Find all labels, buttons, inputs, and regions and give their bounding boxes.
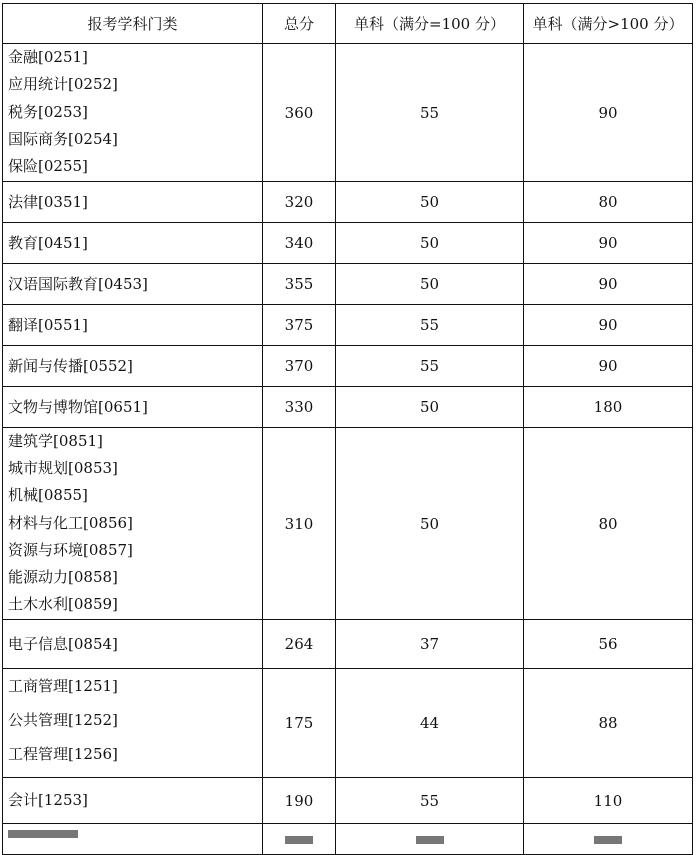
total-cell: 320: [263, 182, 336, 223]
table-row: [3, 778, 693, 824]
table-row: [3, 620, 693, 669]
subject-cell: [3, 669, 263, 778]
subject-cell: [3, 346, 263, 387]
table-row-cut-off: [3, 824, 693, 855]
table-row: [3, 182, 693, 223]
table-row: [3, 428, 693, 620]
total-cell: 190: [263, 778, 336, 824]
single-over-100-cell: 56: [524, 620, 693, 669]
single-100-cell: 55: [336, 346, 524, 387]
total-cell: 175: [263, 669, 336, 778]
subject-name: 会计[1253]: [8, 791, 88, 809]
single-over-100-cell: [524, 824, 693, 855]
subject-cell: [3, 182, 263, 223]
single-100-cell: 50: [336, 428, 524, 620]
single-over-100-cell: 90: [524, 264, 693, 305]
single-over-100-cell: 80: [524, 182, 693, 223]
subject-cell: [3, 620, 263, 669]
table-row: [3, 223, 693, 264]
subject-name: 国际商务[0254]: [8, 129, 118, 148]
subject-name: 机械[0855]: [8, 486, 88, 505]
single-over-100-cell: 90: [524, 305, 693, 346]
table-row: [3, 44, 693, 182]
total-cell: 310: [263, 428, 336, 620]
single-100-cell: 55: [336, 305, 524, 346]
subject-cell: [3, 264, 263, 305]
total-cell: 264: [263, 620, 336, 669]
subject-cell: [3, 428, 263, 620]
single-over-100-cell: 90: [524, 346, 693, 387]
header-single-100: 单科（满分=100 分）: [336, 4, 524, 44]
subject-name: 教育[0451]: [8, 234, 88, 252]
subject-cell: [3, 387, 263, 428]
single-100-cell: 44: [336, 669, 524, 778]
subject-cell: [3, 778, 263, 824]
subject-name: 电子信息[0854]: [8, 635, 118, 653]
cut-off-text: [8, 830, 78, 838]
single-over-100-cell: 80: [524, 428, 693, 620]
single-over-100-cell: 88: [524, 669, 693, 778]
subject-name: 工商管理[1251]: [8, 677, 118, 695]
subject-name: 金融[0251]: [8, 48, 88, 66]
subject-name: 应用统计[0252]: [8, 75, 118, 94]
total-cell: 330: [263, 387, 336, 428]
subject-name: 翻译[0551]: [8, 316, 88, 334]
table-row: [3, 264, 693, 305]
subject-cell: [3, 44, 263, 182]
cut-off-text: [594, 836, 622, 844]
table-row: [3, 387, 693, 428]
single-100-cell: 50: [336, 387, 524, 428]
single-100-cell: 55: [336, 778, 524, 824]
subject-cell: [3, 305, 263, 346]
subject-name: 公共管理[1252]: [8, 711, 118, 729]
subject-name: 税务[0253]: [8, 102, 88, 121]
total-cell: 360: [263, 44, 336, 182]
header-subject: 报考学科门类: [3, 4, 263, 44]
single-100-cell: 55: [336, 44, 524, 182]
subject-name: 城市规划[0853]: [8, 459, 118, 478]
single-100-cell: [336, 824, 524, 855]
subject-name: 材料与化工[0856]: [8, 513, 133, 532]
subject-name: 工程管理[1256]: [8, 745, 118, 763]
score-table: [2, 3, 693, 855]
subject-name: 文物与博物馆[0651]: [8, 398, 148, 416]
table-row: [3, 669, 693, 778]
total-cell: [263, 824, 336, 855]
single-100-cell: 50: [336, 182, 524, 223]
single-over-100-cell: 180: [524, 387, 693, 428]
subject-name: 资源与环境[0857]: [8, 540, 133, 559]
cut-off-text: [285, 836, 313, 844]
single-100-cell: 50: [336, 223, 524, 264]
subject-cell: [3, 223, 263, 264]
subject-name: 建筑学[0851]: [8, 432, 103, 450]
single-100-cell: 37: [336, 620, 524, 669]
single-over-100-cell: 110: [524, 778, 693, 824]
header-total: 总分: [263, 4, 336, 44]
subject-cell: [3, 824, 263, 855]
total-cell: 375: [263, 305, 336, 346]
subject-name: 汉语国际教育[0453]: [8, 275, 148, 293]
single-over-100-cell: 90: [524, 44, 693, 182]
subject-name: 新闻与传播[0552]: [8, 357, 133, 375]
single-100-cell: 50: [336, 264, 524, 305]
table-row: [3, 305, 693, 346]
subject-name: 保险[0255]: [8, 157, 88, 176]
subject-name: 法律[0351]: [8, 193, 88, 211]
header-single-over-100: 单科（满分>100 分）: [524, 4, 693, 44]
subject-name: 能源动力[0858]: [8, 568, 118, 587]
table-row: [3, 346, 693, 387]
single-over-100-cell: 90: [524, 223, 693, 264]
subject-name: 土木水利[0859]: [8, 595, 118, 614]
total-cell: 370: [263, 346, 336, 387]
cut-off-text: [416, 836, 444, 844]
total-cell: 340: [263, 223, 336, 264]
header-row: [3, 4, 693, 44]
total-cell: 355: [263, 264, 336, 305]
